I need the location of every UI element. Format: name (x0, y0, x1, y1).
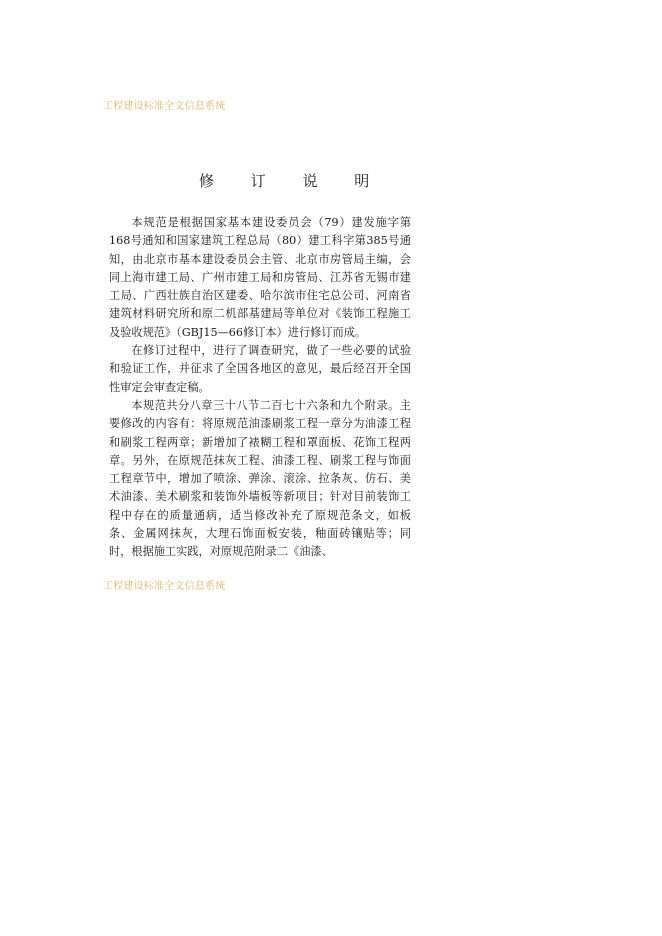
page-title: 修 订 说 明 (199, 172, 386, 190)
watermark-top: 工程建设标准全文信息系统 (103, 101, 226, 112)
watermark-bottom: 工程建设标准全文信息系统 (103, 581, 226, 592)
paragraph-3: 本规范共分八章三十八节二百七十六条和九个附录。主要修改的内容有：将原规范油漆刷浆工程一章分为油漆工程和刷浆工程两章；新增加了裱糊工程和罩面板、花饰工程两章。另外，在原规范抹灰工程、油漆工程、刷浆工程与饰面工程章节中，增加了喷涂、弹涂、滚涂、拉条灰、仿石、美术油漆、美术刷浆和装饰外墙板等新项目；针对目前装饰工程中存在的质量通病，适当修改补充了原规范条文，如板条、金属网抹灰，大理石饰面板安装，釉面砖镶贴等；同时，根据施工实践，对原规范附录二《油漆、 (109, 398, 411, 559)
paragraph-2: 在修订过程中，进行了调查研究，做了一些必要的试验和验证工作，并征求了全国各地区的意见，最后经召开全国性审定会审查定稿。 (109, 344, 411, 394)
paragraph-1: 本规范是根据国家基本建设委员会（79）建发施字第168号通知和国家建筑工程总局（80）建工科字第385号通知，由北京市基本建设委员会主管、北京市房管局主编，会同上海市建工局、广州市建工局和房管局、江苏省无锡市建工局、广西壮族自治区建委、哈尔滨市住宅总公司、河南省建筑材料研究所和原二机部基建局等单位对《装饰工程施工及验收规范》（GBJ15—66修订本）进行修订而成。 (109, 216, 411, 339)
document-body (109, 214, 411, 562)
